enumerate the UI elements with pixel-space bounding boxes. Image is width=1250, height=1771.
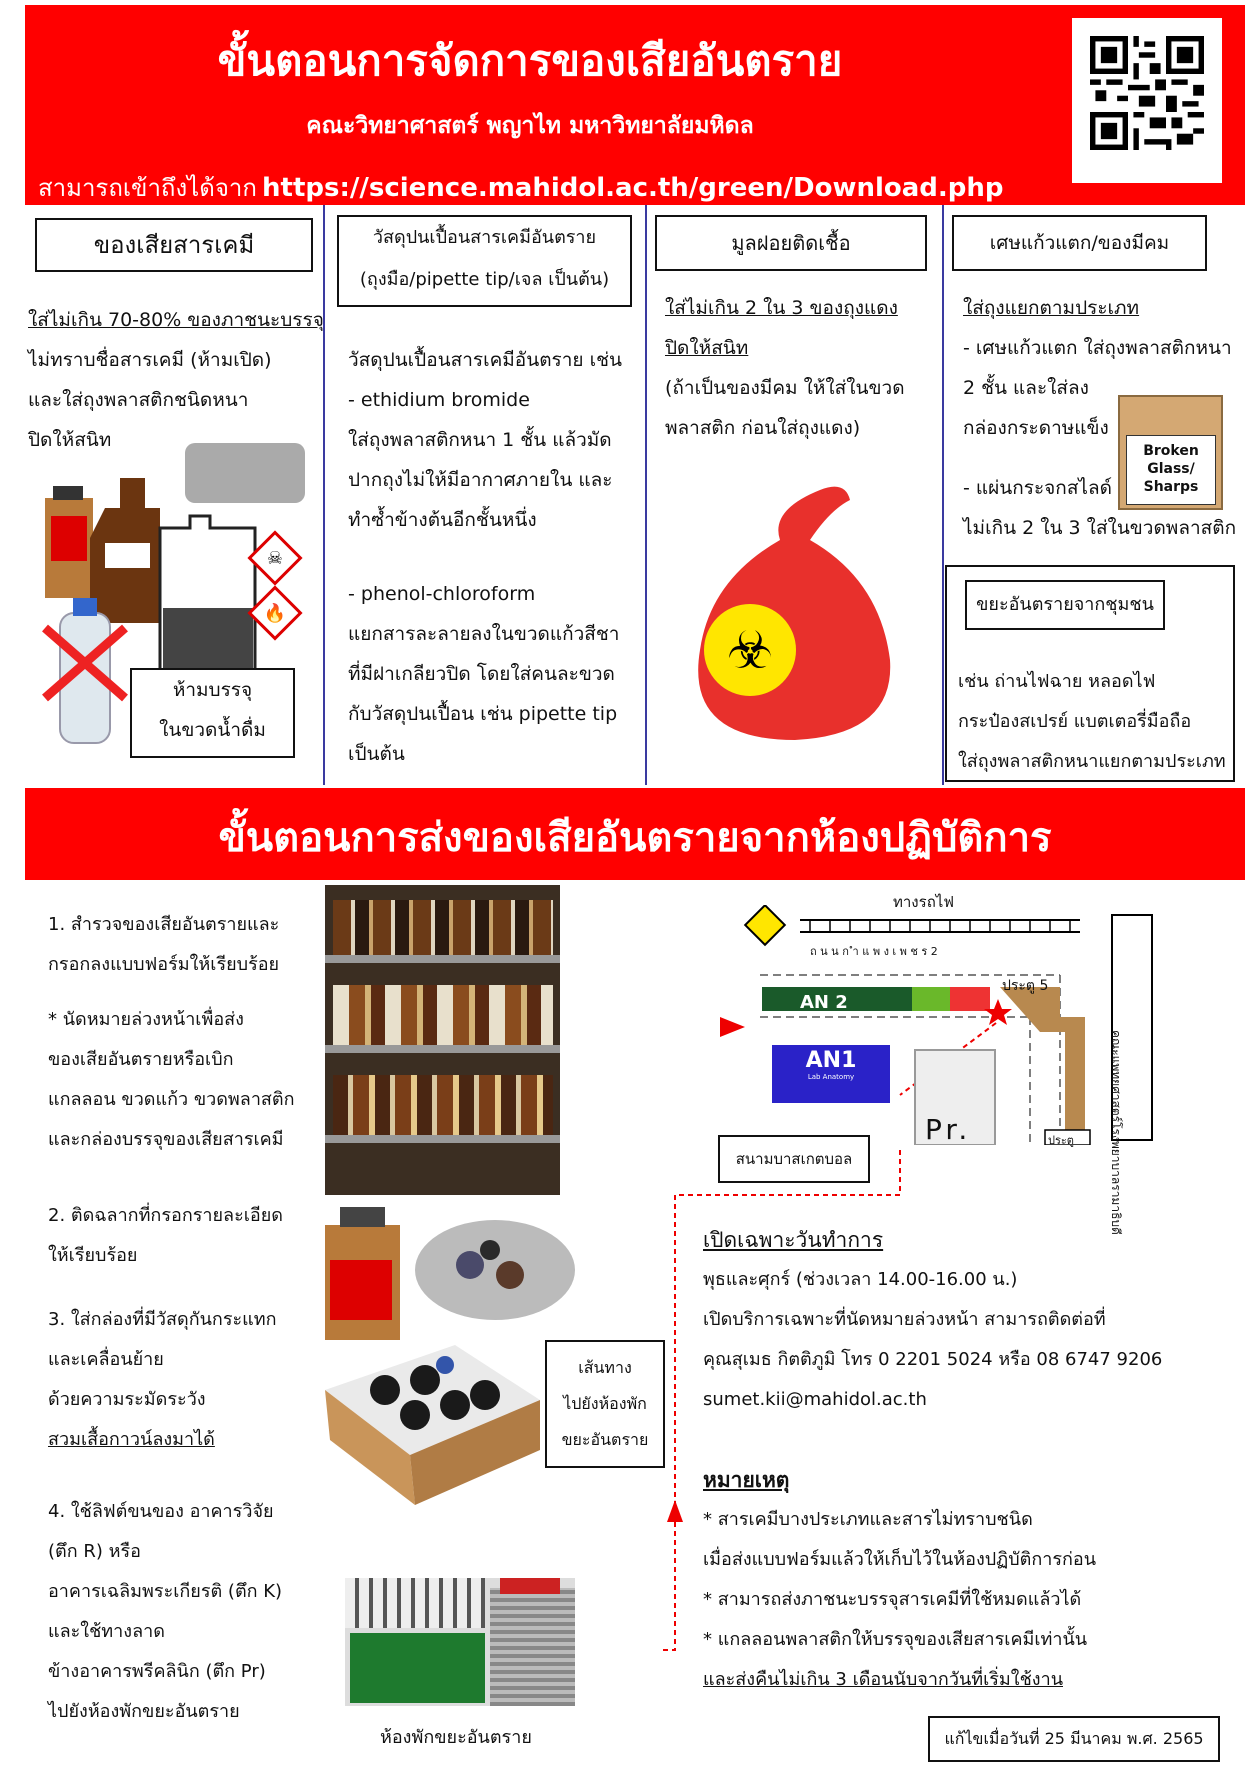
hospital-side-label: คณะแพทยศาสตร์โรงพยาบาลรามาธิบดี xyxy=(1109,1030,1123,1235)
section2-title: ขั้นตอนการส่งของเสียอันตรายจากห้องปฏิบัติการ xyxy=(218,815,1052,861)
notes: หมายเหตุ * สารเคมีบางประเภทและสารไม่ทราบชนิด เมื่อส่งแบบฟอร์มแล้วให้เก็บไว้ในห้องปฏิบัติการก่อน * สามารถส่งภาชนะบรรจุสารเคมีที่ใช้หมดแล้วได้ * แกลลอนพลาสติกให้บรรจุของเสียสารเคมีเท่านั้น และส่งคืนไม่เกิน 3 เดือนนับจากวันที่เริ่มใช้งาน xyxy=(703,1460,1096,1700)
chemical-shelf-photo xyxy=(325,885,560,1195)
step-2: 2. ติดฉลากที่กรอกรายละเอียด ให้เรียบร้อย xyxy=(48,1205,283,1266)
contact-email[interactable]: sumet.kii@mahidol.ac.th xyxy=(703,1389,927,1410)
chemical-waste-text: ใส่ไม่เกิน 70-80% ของภาชนะบรรจุ ไม่ทราบชื่อสารเคมี (ห้ามเปิด) และใส่ถุงพลาสติกชนิดหนา ปิดให้สนิท xyxy=(28,309,324,451)
route-label-box: เส้นทาง ไปยังห้องพัก ขยะอันตราย xyxy=(545,1340,665,1468)
opening-info: เปิดเฉพาะวันทำการ พุธและศุกร์ (ช่วงเวลา 14.00-16.00 น.) เปิดบริการเฉพาะที่นัดหมายล่วงหน้า สามารถติดต่อที่ คุณสุเมธ กิตติภูมิ โทร 0 2201 5024 หรือ 08 6747 9206 sumet.kii@mahidol.ac.th xyxy=(703,1220,1162,1420)
infectious-waste-text: ใส่ไม่เกิน 2 ใน 3 ของถุงแดง ปิดให้สนิท (ถ้าเป็นของมีคม ให้ใส่ในขวด พลาสติก ก่อนใส่ถุงแดง) xyxy=(665,297,905,439)
railway-label: ทางรถไฟ xyxy=(893,893,954,911)
campus-map xyxy=(700,905,1160,1145)
step-1: 1. สำรวจของเสียอันตรายและ กรอกลงแบบฟอร์มให้เรียบร้อย xyxy=(48,914,280,975)
qr-code xyxy=(1072,18,1222,183)
gate-5-label: ประตู 5 xyxy=(1002,978,1049,994)
page-subtitle: คณะวิทยาศาสตร์ พญาไท มหาวิทยาลัยมหิดล xyxy=(306,113,754,139)
page-title: ขั้นตอนการจัดการของเสียอันตราย xyxy=(217,36,843,85)
packed-box-photo xyxy=(325,1345,545,1505)
svg-text:☣: ☣ xyxy=(726,621,774,681)
opening-heading: เปิดเฉพาะวันทำการ xyxy=(703,1228,884,1252)
basketball-court-label: สนามบาสเกตบอล xyxy=(718,1135,870,1183)
step-1-note: * นัดหมายล่วงหน้าเพื่อส่ง ของเสียอันตรายหรือเบิก แกลลอน ขวดแก้ว ขวดพลาสติก และกล่องบรรจุของเสียสารเคมี xyxy=(48,1009,295,1150)
contaminated-material-heading: วัสดุปนเปื้อนสารเคมีอันตราย (ถุงมือ/pipette tip/เจล เป็นต้น) xyxy=(337,215,632,307)
broken-glass-heading: เศษแก้วแตก/ของมีคม xyxy=(952,215,1207,271)
svg-text:☠: ☠ xyxy=(266,548,284,569)
revision-date: แก้ไขเมื่อวันที่ 25 มีนาคม พ.ศ. 2565 xyxy=(928,1716,1220,1762)
contaminated-material-text: วัสดุปนเปื้อนสารเคมีอันตราย เช่น - ethidium bromide ใส่ถุงพลาสติกหนา 1 ชั้น แล้วมัด ปากถุงไม่ให้มีอากาศภายใน และ ทำซ้ำข้างต้นอีกชั้นหนึ่ง xyxy=(348,349,622,531)
broken-glass-text: ใส่ถุงแยกตามประเภท - เศษแก้วแตก ใส่ถุงพลาสติกหนา 2 ชั้น และใส่ลง กล่องกระดาษแข็ง - แผ่นกระจกสไลด์ ไม่เกิน 2 ใน 3 ใส่ในขวดพลาสติก xyxy=(963,297,1237,539)
infectious-waste-heading: มูลฝอยติดเชื้อ xyxy=(655,215,927,271)
building-an1: AN1 Lab Anatomy xyxy=(805,1048,857,1081)
chemical-waste-heading: ของเสียสารเคมี xyxy=(35,218,313,272)
access-line: สามารถเข้าถึงได้จาก https://science.mahidol.ac.th/green/Download.php xyxy=(38,173,1004,203)
waste-room-label: ห้องพักขยะอันตราย xyxy=(380,1727,532,1748)
community-waste-heading: ขยะอันตรายจากชุมชน xyxy=(965,580,1165,630)
red-biohazard-bag-illustration xyxy=(680,480,900,745)
step-4: 4. ใช้ลิฟต์ขนของ อาคารวิจัย (ตึก R) หรือ อาคารเฉลิมพระเกียรติ (ตึก K) และใช้ทางลาด ข้างอาคารพรีคลินิก (ตึก Pr) ไปยังห้องพักขยะอันตราย xyxy=(48,1501,283,1722)
download-url[interactable]: https://science.mahidol.ac.th/green/Download.php xyxy=(262,173,1004,203)
svg-text:🔥: 🔥 xyxy=(263,603,287,624)
community-waste-text: เช่น ถ่านไฟฉาย หลอดไฟ กระป๋องสเปรย์ แบตเตอรี่มือถือ ใส่ถุงพลาสติกหนาแยกตามประเภท xyxy=(958,671,1226,772)
bottle-and-bags-photo xyxy=(320,1195,580,1345)
no-drinking-bottle-warning: ห้ามบรรจุ ในขวดน้ำดื่ม xyxy=(130,668,295,758)
phenol-chloroform-text: - phenol-chloroform แยกสารละลายลงในขวดแก้วสีชา ที่มีฝาเกลียวปิด โดยใส่คนละขวด กับวัสดุปนเปื้อน เช่น pipette tip เป็นต้น xyxy=(348,583,620,765)
building-pr: Pr. xyxy=(925,1113,972,1146)
notes-heading: หมายเหตุ xyxy=(703,1468,790,1492)
gate-label: ประตู xyxy=(1048,1134,1074,1147)
road-label: ถ น น ก ำ แ พ ง เ พ ช ร 2 xyxy=(810,945,938,958)
sharps-box-illustration: Broken Glass/ Sharps xyxy=(1118,395,1223,510)
step-3: 3. ใส่กล่องที่มีวัสดุกันกระแทก และเคลื่อนย้าย ด้วยความระมัดระวัง สวมเสื้อกาวน์ลงมาได้ xyxy=(48,1309,277,1450)
waste-room-photo xyxy=(345,1578,575,1706)
building-an2: AN 2 xyxy=(800,992,848,1013)
